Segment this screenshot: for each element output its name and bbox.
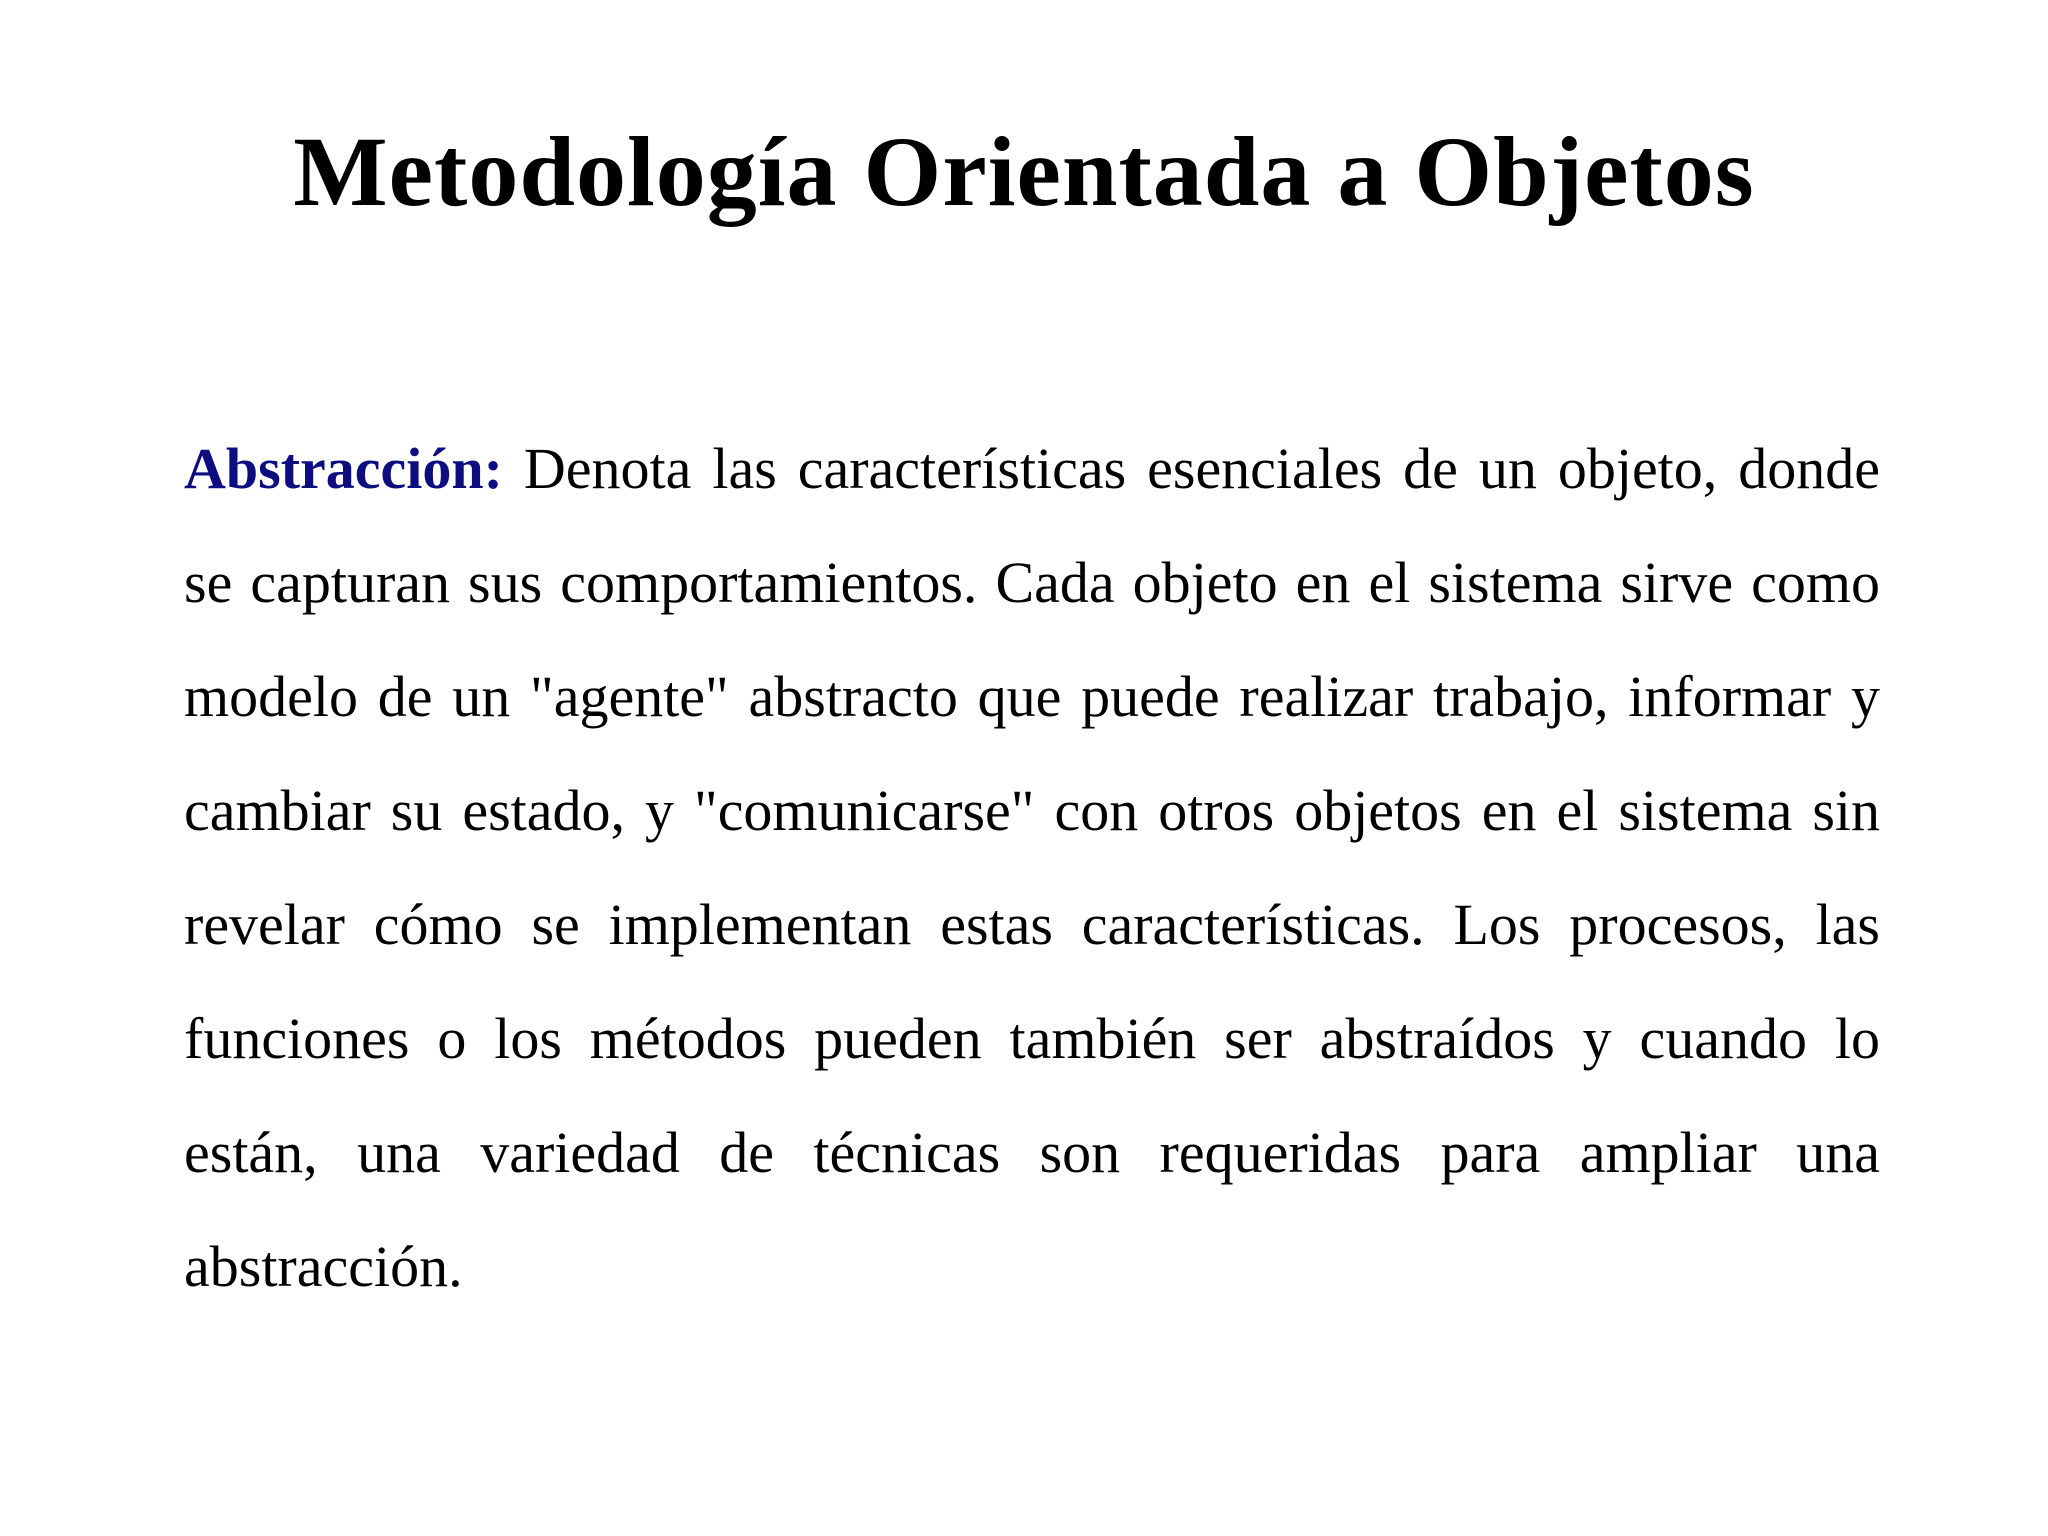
definition-text: Denota las características esenciales de un objeto, donde se capturan sus comportamientos. Cada objeto en el sistema sirve como modelo de un "agente" abstracto que puede realizar trabajo, informar y cambiar su estado, y "comunicarse" con otros objetos en el sistema sin revelar cómo se implementan estas características. Los procesos, las funciones o los métodos pueden también ser abstraídos y cuando lo están, una variedad de técnicas son requeridas para ampliar una abstracción. [184,436,1880,1299]
slide-title: Metodología Orientada a Objetos [293,116,1755,227]
definition-paragraph [184,412,1880,1324]
definition-term: Abstracción: [184,436,503,501]
